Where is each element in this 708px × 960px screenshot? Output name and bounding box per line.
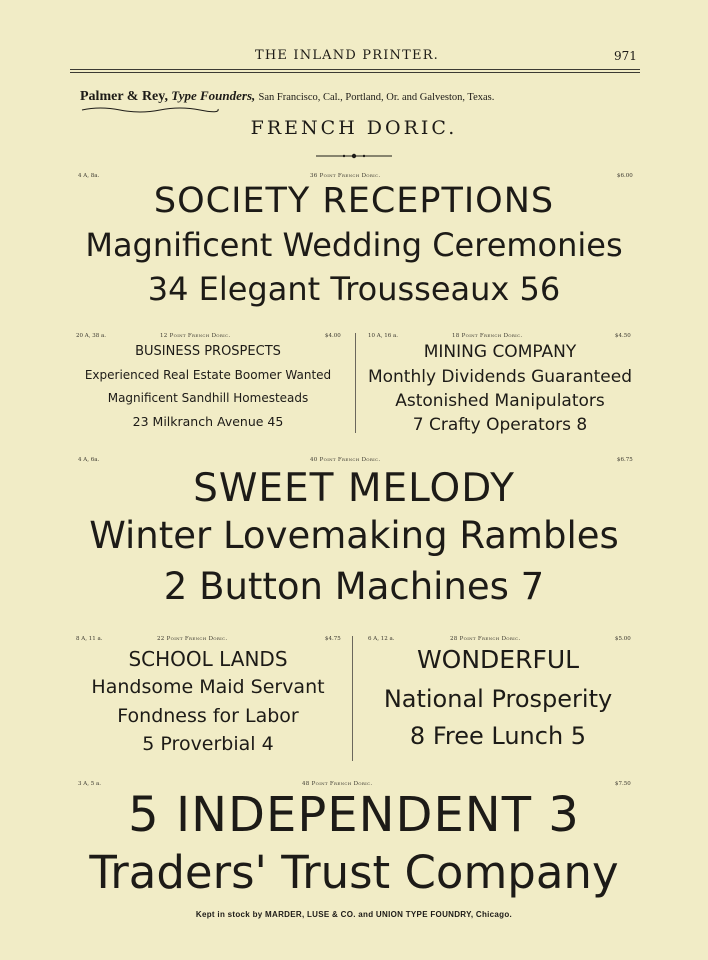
spec-18-quantity: 10 A, 16 a. <box>368 333 398 339</box>
title-ornament <box>314 152 394 160</box>
spec-28-price: $5.00 <box>615 636 631 642</box>
foundry-locations: San Francisco, Cal., Portland, Or. and Galveston, Texas. <box>258 92 495 103</box>
spec-28-line-3: 8 Free Lunch 5 <box>409 722 587 750</box>
spec-40-size: 40 Point French Doric. <box>310 457 381 463</box>
spec-36-line-1: SOCIETY RECEPTIONS <box>153 181 555 221</box>
spec-36-line-2: Magnificent Wedding Ceremonies <box>85 226 623 264</box>
spec-22-line-1: SCHOOL LANDS <box>128 647 288 671</box>
foundry-line <box>80 88 494 105</box>
spec-28-size: 28 Point French Doric. <box>450 636 521 642</box>
spec-40-quantity: 4 A, 6a. <box>78 457 100 463</box>
spec-40-line-3: 2 Button Machines 7 <box>163 565 545 608</box>
spec-22-line-3: Fondness for Labor <box>117 705 299 727</box>
spec-28-line-1: WONDERFUL <box>416 645 580 674</box>
spec-48-quantity: 3 A, 5 a. <box>78 781 101 787</box>
spec-48-line-2: Traders' Trust Company <box>89 846 619 899</box>
spec-12-line-4: 23 Milkranch Avenue 45 <box>132 414 284 429</box>
spec-12-quantity: 20 A, 38 a. <box>76 333 106 339</box>
spec-22-line-4: 5 Proverbial 4 <box>142 733 274 755</box>
spec-22-size: 22 Point French Doric. <box>157 636 228 642</box>
spec-12-size: 12 Point French Doric. <box>160 333 231 339</box>
spec-18-line-4: 7 Crafty Operators 8 <box>412 415 588 435</box>
column-divider-2 <box>352 636 353 761</box>
spec-28-line-2: National Prosperity <box>383 685 613 713</box>
spec-18-size: 18 Point French Doric. <box>452 333 523 339</box>
spec-36-price: $6.00 <box>617 173 633 179</box>
spec-28-quantity: 6 A, 12 a. <box>368 636 395 642</box>
foundry-firm: Palmer & Rey, <box>80 89 168 104</box>
spec-48-price: $7.50 <box>615 781 631 787</box>
section-title: FRENCH DORIC. <box>250 117 458 139</box>
header-rule-top <box>70 69 640 70</box>
spec-12-line-3: Magnificent Sandhill Homesteads <box>107 391 309 405</box>
spec-18-price: $4.50 <box>615 333 631 339</box>
foundry-type-founders: Type Founders, <box>171 88 256 103</box>
spec-48-size: 48 Point French Doric. <box>302 781 373 787</box>
spec-18-line-3: Astonished Manipulators <box>395 391 605 411</box>
running-head-title: THE INLAND PRINTER. <box>255 48 440 63</box>
spec-36-line-3: 34 Elegant Trousseaux 56 <box>147 270 561 308</box>
spec-12-price: $4.00 <box>325 333 341 339</box>
spec-36-quantity: 4 A, 8a. <box>78 173 100 179</box>
spec-36-size: 36 Point French Doric. <box>310 173 381 179</box>
header-rule-bottom <box>70 72 640 73</box>
spec-48-line-1: 5 INDEPENDENT 3 <box>128 787 580 843</box>
column-divider-1 <box>355 333 356 433</box>
spec-18-line-1: MINING COMPANY <box>423 342 577 362</box>
spec-40-line-1: SWEET MELODY <box>193 466 515 511</box>
spec-12-line-1: BUSINESS PROSPECTS <box>135 344 281 359</box>
spec-22-line-2: Handsome Maid Servant <box>91 676 325 698</box>
page-number: 971 <box>614 49 637 63</box>
spec-22-price: $4.75 <box>325 636 341 642</box>
spec-18-line-2: Monthly Dividends Guaranteed <box>367 367 633 387</box>
spec-40-line-2: Winter Lovemaking Rambles <box>89 514 619 557</box>
footer-stock-note: Kept in stock by MARDER, LUSE & CO. and UNION TYPE FOUNDRY, Chicago. <box>195 910 513 919</box>
foundry-underline-flourish <box>80 105 220 115</box>
spec-40-price: $6.75 <box>617 457 633 463</box>
spec-12-line-2: Experienced Real Estate Boomer Wanted <box>84 368 332 382</box>
spec-22-quantity: 8 A, 11 a. <box>76 636 103 642</box>
